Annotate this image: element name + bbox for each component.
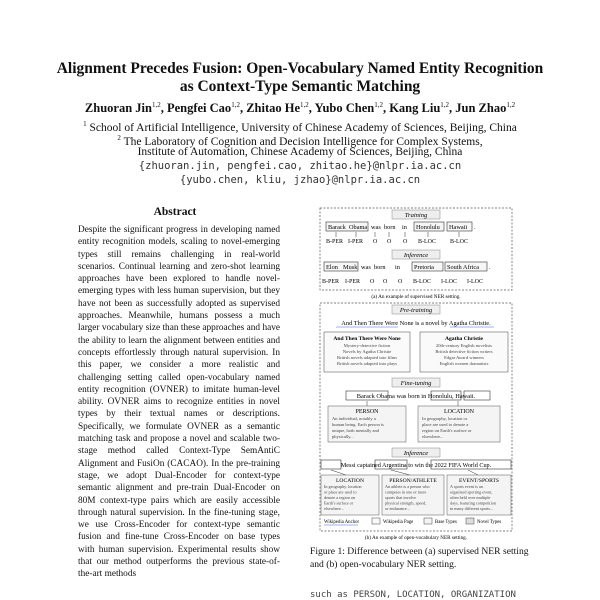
legend-novel-swatch xyxy=(466,518,474,524)
inference2-label: Inference xyxy=(403,450,429,457)
legend-wiki-page: Wikipedia Page xyxy=(383,520,414,525)
panel-a xyxy=(320,208,512,290)
author: Pengfei Cao$^{1,2}$ xyxy=(166,101,240,116)
author: Jun Zhao$^{1,2}$ xyxy=(455,101,516,116)
affiliation-1: $^1$ School of Artificial Intelligence, University of Chinese Academy of Sciences, Beijing, China xyxy=(83,120,517,134)
figure-svg xyxy=(318,206,514,554)
wiki-box1-title: And Then There Were None xyxy=(333,336,401,342)
legend-base-types: Base Types xyxy=(435,520,457,525)
author: Yubo Chen$^{1,2}$ xyxy=(314,101,383,116)
subcaption-a: (a) An example of supervised NER setting. xyxy=(371,294,461,300)
figure-1 xyxy=(318,206,514,554)
training-tags: B-PER I-PER O O O B-LOC B-LOC xyxy=(326,239,468,245)
pretraining-label: Pre-training xyxy=(399,307,433,314)
finetuning-sentence: Barack Obama was born in Honolulu, Hawaii. xyxy=(356,393,476,400)
inf-box-lines: A sports event is an organized sporting event, often held over multiple days, featuring competition in many different sports... xyxy=(450,484,496,511)
training-sentence: Barack Obama was born in Honolulu Hawaii . xyxy=(328,224,476,231)
abstract-text: Despite the significant progress in developing named entity recognition models, scaling to novel-emerging types still remains challenging in real-world scenarios. Continual learning and zero-shot learning approaches have been explored to handle novel-emerging types with less human supervision, but they have not been as successfully adopted as supervised approaches. Meanwhile, humans possess a much larger vocabulary size than these approaches and have the ability to learn the alignment between entities and concepts effortlessly through natural supervision. In this paper, we consider a more realistic and challenging setting called open-vocabulary named entity recognition (OVNER) to imitate human-level ability. OVNER aims to recognize entities in novel types by their textual names or descriptions. Specifically, we formulate OVNER as a semantic matching task and propose a novel and scalable two-stage method called Context-Type SemAntiC Alignment and FusiOn (CACAO). In the pre-training stage, we adopt Dual-Encoder for context-type semantic alignment and pre-train Dual-Encoder on 80M context-type pairs which are easily accessible through natural supervision. In the fine-tuning stage, we use Cross-Encoder for context-type semantic fusion and fine-tune Cross-Encoder on base types with human supervision. Experimental results show that our method outperforms the previous state-of-the-art methods xyxy=(78,225,280,580)
inference2-sentence: Messi captained Argentina to win the 2022 FIFA World Cup. xyxy=(340,462,492,469)
legend-page-swatch xyxy=(372,518,380,524)
inf-box-title: LOCATION xyxy=(336,478,364,484)
wiki-box2-lines: 20th-century English novelists British detective fiction writers Edgar Award winners English women dramatists xyxy=(435,343,493,366)
author: Kang Liu$^{1,2}$ xyxy=(389,101,450,116)
author: Zhitao He$^{1,2}$ xyxy=(246,101,309,116)
entity-box xyxy=(321,460,341,469)
title-line-1: Alignment Precedes Fusion: Open-Vocabulary Named Entity Recognition xyxy=(56,60,544,77)
wiki-box1-lines: Mystery-detective fiction Novels by Agatha Christie British novels adapted into films British novels adapted into plays xyxy=(336,343,398,366)
pretraining-sentence: And Then There Were None is a novel by Agatha Christie. xyxy=(341,320,491,327)
title-line-2: as Context-Type Semantic Matching xyxy=(179,78,421,95)
inf-box-lines: In geography, location or place are used to denote a region on Earth's surface or elsewhere... xyxy=(324,484,362,511)
person-desc: An individual, notably a human being. Each person is unique, both mentally and physically... xyxy=(332,416,384,439)
figure-caption: Figure 1: Difference between (a) supervised NER setting and (b) open-vocabulary NER setting. xyxy=(310,546,529,570)
wiki-box2-title: Agatha Christie xyxy=(444,336,484,342)
affiliation-2: $^2$ The Laboratory of Cognition and Decision Intelligence for Complex Systems, xyxy=(117,134,483,148)
affiliation-2-line-2: Institute of Automation, Chinese Academy of Sciences, Beijing, China xyxy=(137,146,463,158)
paper-title xyxy=(0,60,600,96)
email-line-1: {zhuoran.jin, pengfei.cao, zhitao.he}@nlpr.ia.ac.cn xyxy=(138,160,462,172)
legend-novel-types: Novel Types xyxy=(477,520,502,525)
legend-base-swatch xyxy=(424,518,432,524)
email-line-2: {yubo.chen, kliu, jzhao}@nlpr.ia.ac.cn xyxy=(179,174,421,186)
subcaption-b: (b) An example of open-vocabulary NER setting. xyxy=(364,535,468,541)
location-title: LOCATION xyxy=(444,409,474,415)
finetuning-label: Fine-tuning xyxy=(400,380,432,387)
inf-box-lines: An athlete is a person who competes in one or more sports that involve physical strength, speed, or endurance... xyxy=(385,484,430,511)
inference-sentence: Elon Musk was born in Pretoria South Africa . xyxy=(326,264,491,271)
location-desc: In geography, location or place are used to denote a region on Earth's surface or elsewhere... xyxy=(422,416,472,439)
author-list: Zhuoran Jin$^{1,2}$, Pengfei Cao$^{1,2}$, Zhitao He$^{1,2}$, Yubo Chen$^{1,2}$, Kang Liu$^{1,2}$, Jun Zhao$^{1,2}$ xyxy=(84,101,516,116)
person-title: PERSON xyxy=(355,409,379,415)
abstract-heading: Abstract xyxy=(153,206,197,218)
inference-label: Inference xyxy=(403,252,429,259)
inference-tags: B-PER I-PER O O O B-LOC I-LOC I-LOC xyxy=(322,279,483,285)
inf-box-title: PERSON/ATHLETE xyxy=(389,478,437,484)
inf-box-title: EVENT/SPORTS xyxy=(458,478,500,484)
bottom-text: such as PERSON, LOCATION, ORGANIZATION xyxy=(310,590,516,600)
training-label: Training xyxy=(404,212,428,219)
legend-wiki-anchor: Wikipedia Anchor xyxy=(324,520,360,525)
author: Zhuoran Jin$^{1,2}$ xyxy=(84,101,161,116)
